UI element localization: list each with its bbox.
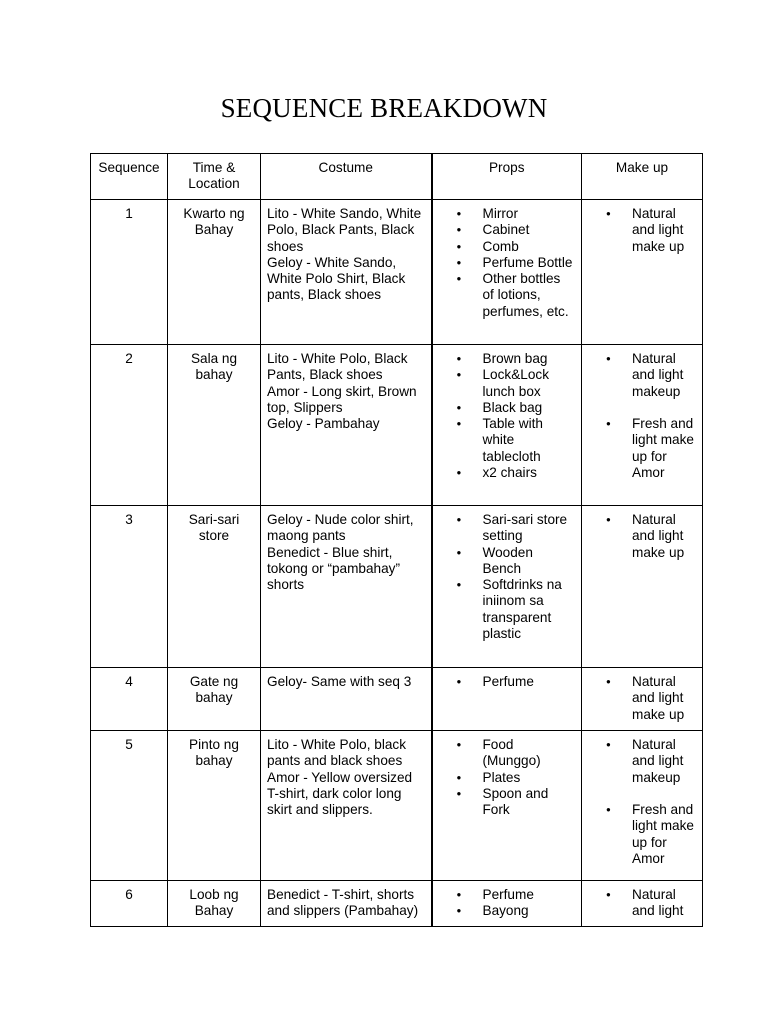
makeup-item: ● Natural and light makeup: [588, 351, 696, 400]
header-props: Props: [432, 154, 582, 200]
location-line: Bahay: [194, 222, 234, 238]
prop-item: ● Perfume: [439, 887, 576, 903]
prop-item: ● Black bag: [439, 400, 576, 416]
props-list: [439, 512, 576, 642]
sequence-breakdown-table: [90, 153, 703, 927]
sequence-number: 6: [91, 881, 168, 927]
sequence-number: 5: [91, 731, 168, 881]
costume-line: Benedict - T-shirt, shorts and slippers (Pambahay): [267, 887, 419, 919]
costume-line: Geloy - Pambahay: [267, 416, 380, 432]
location-cell: [168, 881, 261, 927]
makeup-list: [588, 512, 696, 561]
costume-line: Amor - Yellow oversized T-shirt, dark color long skirt and slippers.: [267, 769, 413, 818]
header-makeup: Make up: [582, 154, 703, 200]
table-row: [91, 731, 703, 881]
costume-line: Geloy- Same with seq 3: [267, 674, 412, 689]
prop-item: ● Lock&Lock lunch box: [439, 367, 576, 400]
costume-line: Lito - White Polo, black pants and black shoes: [267, 737, 407, 769]
location-line: bahay: [195, 753, 233, 769]
makeup-list: [588, 737, 696, 867]
prop-item: ● Perfume: [439, 674, 576, 690]
makeup-item: ● Natural and light makeup: [588, 737, 696, 786]
prop-item: ● Spoon and Fork: [439, 786, 576, 819]
costume-cell: [261, 345, 432, 506]
prop-item: ● Mirror: [439, 206, 576, 222]
location-line: store: [198, 528, 230, 544]
table-row: [91, 506, 703, 668]
header-sequence: Sequence: [91, 154, 168, 200]
props-list: [439, 887, 576, 920]
makeup-cell: [582, 881, 703, 927]
makeup-list: [588, 206, 696, 255]
costume-cell: [261, 731, 432, 881]
props-list: [439, 674, 576, 690]
makeup-item: ● Fresh and light make up for Amor: [588, 416, 696, 481]
props-list: [439, 351, 576, 481]
prop-item: ● Plates: [439, 770, 576, 786]
location-line: Bahay: [194, 903, 234, 919]
prop-item: ● Table with white tablecloth: [439, 416, 576, 465]
makeup-cell: [582, 345, 703, 506]
sequence-number: 4: [91, 668, 168, 731]
makeup-list: [588, 351, 696, 481]
costume-line: Geloy - Nude color shirt, maong pants: [267, 512, 414, 544]
table-row: [91, 668, 703, 731]
costume-cell: [261, 881, 432, 927]
table-row: [91, 200, 703, 345]
location-cell: [168, 345, 261, 506]
table-row: [91, 345, 703, 506]
sequence-number: 2: [91, 345, 168, 506]
location-cell: [168, 731, 261, 881]
costume-cell: [261, 200, 432, 345]
location-line: bahay: [195, 367, 233, 383]
props-list: [439, 737, 576, 818]
sequence-number: 1: [91, 200, 168, 345]
makeup-cell: [582, 200, 703, 345]
location-cell: [168, 506, 261, 668]
location-cell: [168, 668, 261, 731]
location-line: Sala ng: [190, 351, 238, 366]
makeup-list: [588, 887, 696, 920]
props-cell: [432, 881, 582, 927]
makeup-item: ● Natural and light make up: [588, 674, 696, 723]
prop-item: ● Other bottles of lotions, perfumes, etc.: [439, 271, 576, 320]
location-line: Sari-sari: [188, 512, 240, 527]
makeup-item: ● Natural and light make up: [588, 512, 696, 561]
makeup-item: ● Fresh and light make up for Amor: [588, 802, 696, 867]
prop-item: ● Sari-sari store setting: [439, 512, 576, 545]
costume-cell: [261, 668, 432, 731]
sequence-number: 3: [91, 506, 168, 668]
header-costume: Costume: [261, 154, 432, 200]
props-cell: [432, 200, 582, 345]
makeup-cell: [582, 668, 703, 731]
props-cell: [432, 506, 582, 668]
prop-item: ● Cabinet: [439, 222, 576, 238]
header-row: [91, 154, 703, 200]
location-cell: [168, 200, 261, 345]
props-list: [439, 206, 576, 320]
makeup-item: ● Natural and light: [588, 887, 696, 920]
costume-line: Benedict - Blue shirt, tokong or “pambahay” shorts: [267, 544, 400, 593]
prop-item: ● Wooden Bench: [439, 545, 576, 578]
costume-line: Lito - White Sando, White Polo, Black Pants, Black shoes: [267, 206, 422, 254]
prop-item: ● Perfume Bottle: [439, 255, 576, 271]
header-time-location: [168, 154, 261, 200]
prop-item: ● Comb: [439, 239, 576, 255]
props-cell: [432, 668, 582, 731]
location-line: Kwarto ng: [183, 206, 245, 221]
location-line: Loob ng: [189, 887, 239, 902]
makeup-cell: [582, 731, 703, 881]
costume-line: Geloy - White Sando, White Polo Shirt, Black pants, Black shoes: [267, 254, 406, 303]
prop-item: ● Food (Munggo): [439, 737, 576, 770]
location-line: Pinto ng: [189, 737, 239, 752]
header-time-line2: Location: [188, 176, 240, 192]
prop-item: ● Brown bag: [439, 351, 576, 367]
costume-line: Lito - White Polo, Black Pants, Black shoes: [267, 351, 408, 383]
location-line: bahay: [195, 690, 233, 706]
document-title: SEQUENCE BREAKDOWN: [220, 93, 548, 123]
costume-line: Amor - Long skirt, Brown top, Slippers: [267, 383, 417, 415]
prop-item: ● Bayong: [439, 903, 576, 919]
props-cell: [432, 731, 582, 881]
costume-cell: [261, 506, 432, 668]
table-row: [91, 881, 703, 927]
makeup-list: [588, 674, 696, 723]
header-time-line1: Time &: [192, 160, 236, 175]
location-line: Gate ng: [189, 674, 239, 689]
prop-item: ● x2 chairs: [439, 465, 576, 481]
prop-item: ● Softdrinks na iniinom sa transparent plastic: [439, 577, 576, 642]
props-cell: [432, 345, 582, 506]
makeup-item: ● Natural and light make up: [588, 206, 696, 255]
makeup-cell: [582, 506, 703, 668]
